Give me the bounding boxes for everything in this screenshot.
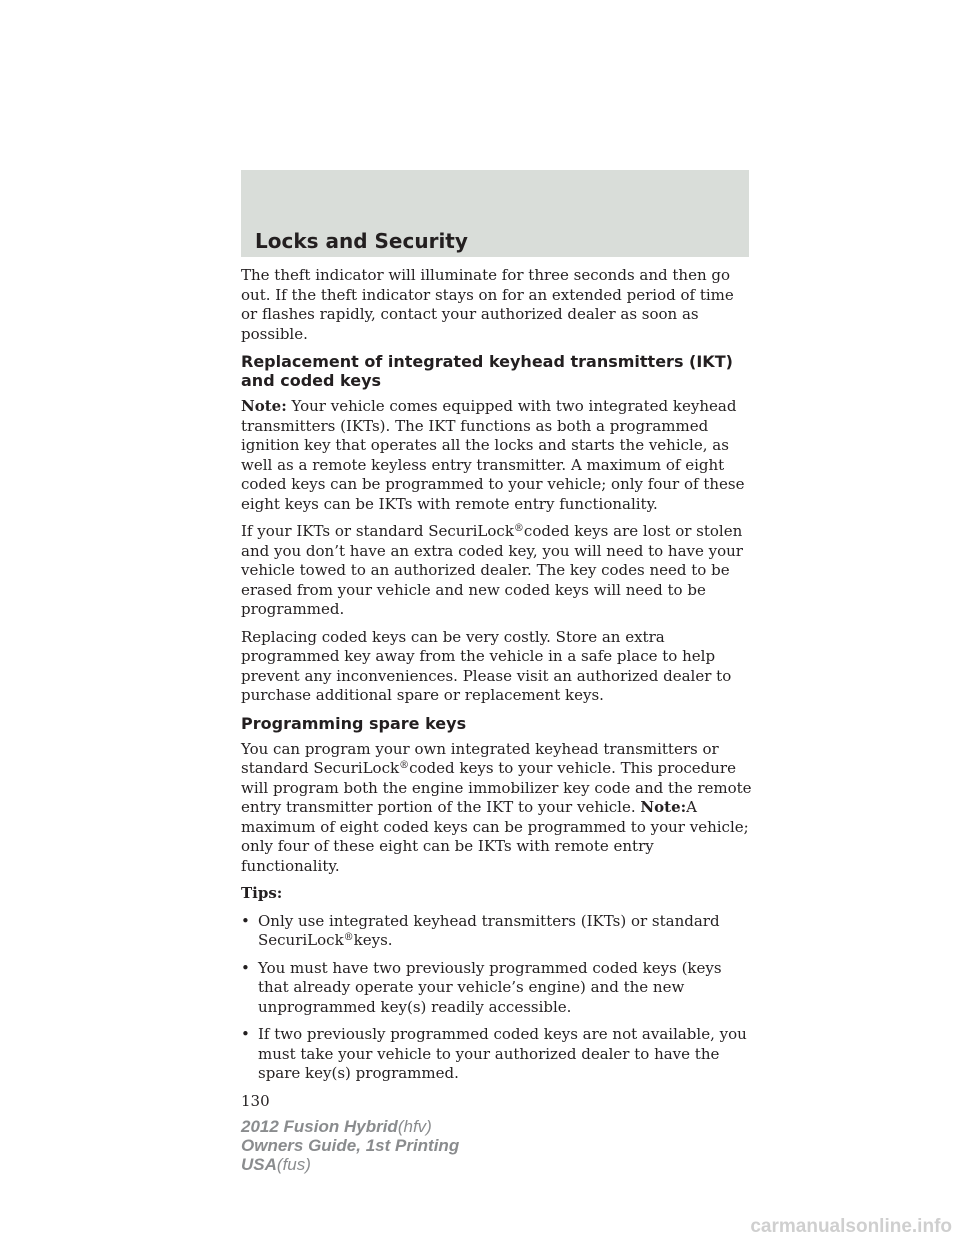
text-run: Only use integrated keyhead transmitters (IKTs) or standard SecuriLock [258,911,720,949]
note-text: Your vehicle comes equipped with two integrated keyhead transmitters (IKTs). The IKT functions as both a programmed ignition key that operates all the locks and starts the vehicle, as well as a remote keyless entry transmitter. A maximum of eight coded keys can be programmed to your vehicle; only four of these eight keys can be IKTs with remote entry functionality. [241,397,745,513]
bullet-icon: • [241,958,250,977]
note-text: A maximum of eight coded keys can be programmed to your vehicle; only four of these eight can be IKTs with remote entry functionality. [241,798,749,875]
paragraph-note-ikt [241,397,753,514]
text-run: coded keys are lost or stolen and you don’t have an extra coded key, you will need to have your vehicle towed to an authorized dealer. The key codes need to be erased from your vehicle and new coded keys will need to be programmed. [241,522,743,618]
footer-line [241,1117,459,1136]
tips-label-text: Tips: [241,884,283,902]
text-run: If two previously programmed coded keys are not available, you must take your vehicle to your authorized dealer to have the spare key(s) programmed. [258,1025,747,1082]
footer-model: 2012 Fusion Hybrid [241,1117,398,1136]
page-content [241,266,753,1111]
text-run: You must have two previously programmed coded keys (keys that already operate your vehicle’s engine) and the new unprogrammed key(s) readily accessible. [258,958,722,1016]
text-run: If your IKTs or standard SecuriLock [241,522,514,540]
footer-line [241,1155,459,1174]
paragraph-programming [241,740,753,877]
footer-printing: Owners Guide, 1st Printing [241,1136,460,1155]
registered-mark: ® [399,760,410,771]
list-item [241,912,753,951]
paragraph-theft-indicator: The theft indicator will illuminate for three seconds and then go out. If the theft indicator stays on for an extended period of time or flashes rapidly, contact your authorized dealer as soon as possible. [241,266,734,343]
note-label: Note: [241,397,287,415]
document-footer [241,1117,459,1174]
page-number: 130 [241,1091,270,1110]
tips-label [241,884,753,904]
bullet-icon: • [241,1025,250,1043]
heading-programming-spare-keys: Programming spare keys [241,713,467,733]
watermark-text: carmanualsonline.info [750,1216,952,1237]
heading-replacement-keys: Replacement of integrated keyhead transmitters (IKT) and coded keys [241,352,733,390]
section-title: Locks and Security [255,229,468,253]
list-item [241,959,753,1018]
paragraph-costly-keys: Replacing coded keys can be very costly. Store an extra programmed key away from the vehicle in a safe place to help prevent any inconveniences. Please visit an authorized dealer to purchase additional spare or replacement keys. [241,627,732,704]
note-label: Note: [640,798,687,816]
registered-mark: ® [343,932,354,943]
text-run: coded keys to your vehicle. This procedure will program both the engine immobilizer key code and the remote entry transmitter portion of the IKT to your vehicle. [241,759,752,816]
footer-model-code: (hfv) [397,1117,432,1136]
footer-market-code: (fus) [276,1155,311,1174]
tips-list [241,912,753,1084]
footer-market: USA [241,1155,277,1174]
registered-mark: ® [513,523,524,534]
text-run: You can program your own integrated keyhead transmitters or standard SecuriLock [241,739,719,777]
text-run: keys. [353,931,393,949]
paragraph-lost-keys [241,522,753,620]
bullet-icon: • [241,911,250,930]
list-item [241,1025,753,1084]
footer-line [241,1136,459,1155]
